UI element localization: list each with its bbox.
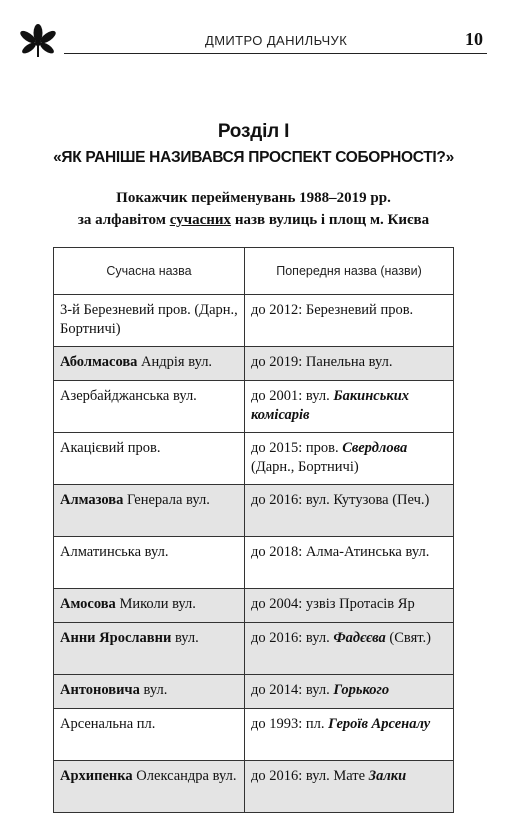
table-row (54, 761, 454, 813)
page-number: 10 (465, 29, 483, 49)
chestnut-leaf-icon (18, 24, 58, 58)
previous-name-emphasis: Залки (368, 768, 407, 784)
renaming-index-table (53, 247, 454, 813)
current-name-cell (54, 381, 245, 433)
previous-name-emphasis: Бакинських комісарів (251, 388, 410, 423)
current-name-bold: Антоновича (60, 682, 140, 698)
table-row (54, 295, 454, 347)
current-name-cell (54, 675, 245, 709)
current-name-rest: Миколи вул. (115, 596, 196, 612)
table-row (54, 675, 454, 709)
table-row (54, 381, 454, 433)
current-name-cell (54, 433, 245, 485)
previous-name-cell (245, 623, 454, 675)
current-name-cell (54, 623, 245, 675)
index-subtitle-before: за алфавітом (77, 212, 170, 228)
previous-name-cell (245, 675, 454, 709)
previous-name-text: до 2001: вул. (251, 388, 334, 404)
table-row (54, 485, 454, 537)
current-name-cell (54, 589, 245, 623)
previous-name-text: до 2016: вул. Мате (251, 768, 369, 784)
current-name-rest: вул. (171, 630, 199, 646)
table-row (54, 433, 454, 485)
previous-name-emphasis: Свердлова (342, 440, 408, 456)
current-name-cell (54, 295, 245, 347)
current-name-rest: Генерала вул. (123, 492, 210, 508)
current-name-bold: Алмазова (60, 492, 124, 508)
current-name-bold: Аболмасова (60, 354, 138, 370)
current-name-rest: Алматинська вул. (60, 544, 169, 560)
previous-name-cell (245, 589, 454, 623)
table-header-row (54, 248, 454, 295)
running-head: ДМИТРО ДАНИЛЬЧУК (205, 33, 348, 48)
previous-name-suffix: (Дарн., Бортничі) (251, 459, 359, 475)
index-subtitle-underlined: сучасних (169, 212, 232, 228)
section-title: Розділ І (217, 121, 290, 142)
current-name-rest: Акацієвий пров. (60, 440, 161, 456)
table-row (54, 623, 454, 675)
previous-name-cell (245, 709, 454, 761)
previous-name-suffix: (Свят.) (385, 630, 431, 646)
current-name-rest: Арсенальна пл. (60, 716, 156, 732)
previous-name-cell (245, 347, 454, 381)
current-name-cell (54, 347, 245, 381)
index-subtitle-after: назв вулиць і площ м. Києва (231, 212, 430, 228)
previous-name-cell (245, 433, 454, 485)
current-name-bold: Архипенка (60, 768, 133, 784)
current-name-cell (54, 485, 245, 537)
current-name-rest: Андрія вул. (137, 354, 213, 370)
header-rule (64, 53, 487, 54)
previous-name-text: до 2016: вул. (251, 630, 334, 646)
previous-name-text: до 2004: узвіз Протасів Яр (251, 596, 415, 612)
table-row (54, 709, 454, 761)
current-name-cell (54, 761, 245, 813)
index-title: Покажчик перейменувань 1988–2019 рр. (116, 190, 391, 206)
index-subtitle (0, 212, 507, 229)
previous-name-text: до 2016: вул. Кутузова (Печ.) (251, 492, 430, 508)
previous-name-text: до 2015: пров. (251, 440, 343, 456)
current-name-rest: вул. (139, 682, 168, 698)
previous-name-text: до 2018: Алма-Атинська вул. (251, 544, 430, 560)
current-name-rest: Азербайджанська вул. (60, 388, 197, 404)
previous-name-cell (245, 295, 454, 347)
previous-name-cell (245, 761, 454, 813)
previous-name-text: до 2012: Березневий пров. (251, 302, 414, 318)
table-row (54, 589, 454, 623)
previous-name-cell (245, 537, 454, 589)
column-header-previous-name: Попередня назва (назви) (245, 248, 454, 295)
current-name-cell (54, 537, 245, 589)
section-subtitle: «ЯК РАНІШЕ НАЗИВАВСЯ ПРОСПЕКТ СОБОРНОСТІ?» (53, 149, 454, 166)
previous-name-text: до 2014: вул. (251, 682, 334, 698)
current-name-bold: Анни Ярославни (60, 630, 172, 646)
current-name-bold: Амосова (60, 596, 116, 612)
table-row (54, 537, 454, 589)
column-header-current-name: Сучасна назва (54, 248, 245, 295)
previous-name-cell (245, 485, 454, 537)
current-name-cell (54, 709, 245, 761)
previous-name-emphasis: Фадєєва (333, 630, 386, 646)
previous-name-cell (245, 381, 454, 433)
table-row (54, 347, 454, 381)
previous-name-emphasis: Героїв Арсеналу (328, 716, 431, 732)
previous-name-emphasis: Горького (333, 682, 390, 698)
current-name-rest: Олександра вул. (132, 768, 237, 784)
previous-name-text: до 1993: пл. (251, 716, 329, 732)
previous-name-text: до 2019: Панельна вул. (251, 354, 393, 370)
current-name-rest: 3-й Березневий пров. (Дарн., Бортничі) (60, 302, 238, 337)
